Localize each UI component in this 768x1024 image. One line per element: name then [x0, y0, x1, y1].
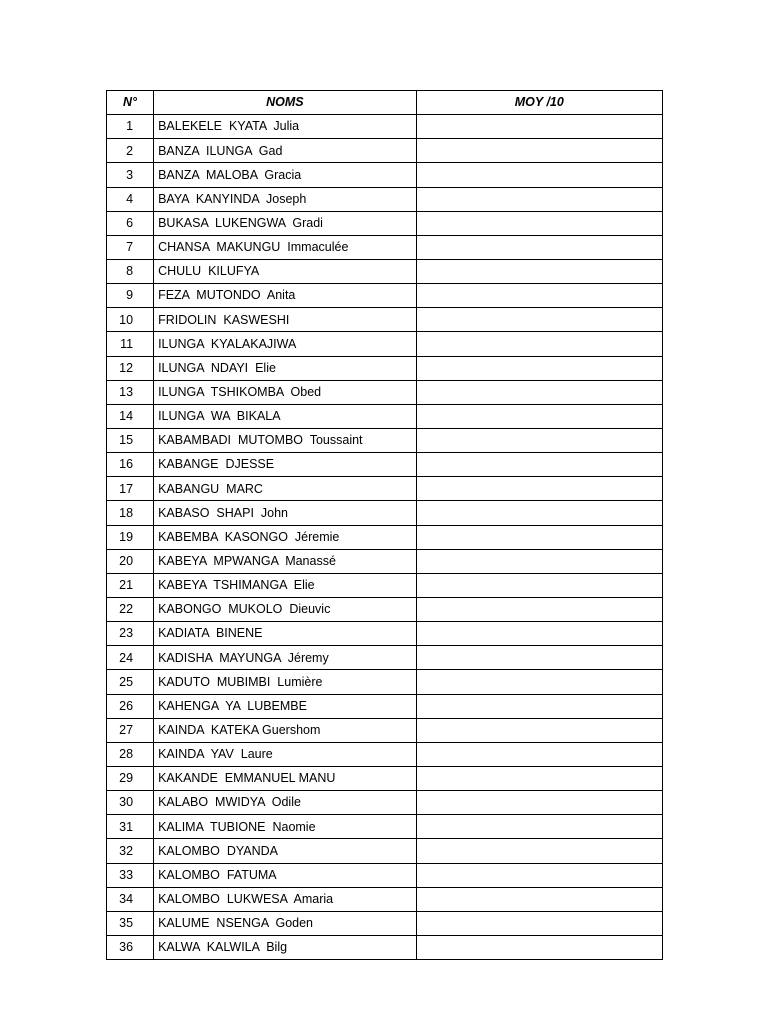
student-name: BAYA KANYINDA Joseph: [154, 187, 416, 211]
student-name: FRIDOLIN KASWESHI: [154, 308, 416, 332]
student-name: ILUNGA TSHIKOMBA Obed: [154, 380, 416, 404]
header-row: [107, 91, 663, 115]
student-grade-table: [106, 90, 663, 960]
student-number: 34: [107, 887, 154, 911]
student-name: CHANSA MAKUNGU Immaculée: [154, 235, 416, 259]
student-name: FEZA MUTONDO Anita: [154, 284, 416, 308]
student-grade-cell[interactable]: [416, 115, 662, 139]
student-name: KALUME NSENGA Goden: [154, 911, 416, 935]
student-number: 18: [107, 501, 154, 525]
table-row: [107, 453, 663, 477]
student-number: 31: [107, 815, 154, 839]
student-grade-cell[interactable]: [416, 525, 662, 549]
table-row: [107, 646, 663, 670]
table-row: [107, 308, 663, 332]
table-row: [107, 163, 663, 187]
student-grade-cell[interactable]: [416, 887, 662, 911]
table-row: [107, 284, 663, 308]
student-name: KABONGO MUKOLO Dieuvic: [154, 597, 416, 621]
student-number: 3: [107, 163, 154, 187]
table-row: [107, 718, 663, 742]
student-grade-cell[interactable]: [416, 428, 662, 452]
student-number: 23: [107, 622, 154, 646]
student-grade-cell[interactable]: [416, 670, 662, 694]
student-grade-cell[interactable]: [416, 284, 662, 308]
table-row: [107, 766, 663, 790]
student-grade-cell[interactable]: [416, 211, 662, 235]
student-grade-cell[interactable]: [416, 694, 662, 718]
student-grade-cell[interactable]: [416, 259, 662, 283]
student-number: 24: [107, 646, 154, 670]
table-row: [107, 187, 663, 211]
table-row: [107, 115, 663, 139]
table-row: [107, 380, 663, 404]
student-grade-cell[interactable]: [416, 453, 662, 477]
student-grade-cell[interactable]: [416, 501, 662, 525]
table-row: [107, 815, 663, 839]
student-number: 33: [107, 863, 154, 887]
student-number: 8: [107, 259, 154, 283]
student-name: KADISHA MAYUNGA Jéremy: [154, 646, 416, 670]
table-row: [107, 863, 663, 887]
student-grade-cell[interactable]: [416, 308, 662, 332]
student-name: KALWA KALWILA Bilg: [154, 935, 416, 959]
table-row: [107, 235, 663, 259]
student-name: KABANGE DJESSE: [154, 453, 416, 477]
table-row: [107, 887, 663, 911]
table-row: [107, 404, 663, 428]
student-name: KABAMBADI MUTOMBO Toussaint: [154, 428, 416, 452]
student-name: KABEYA MPWANGA Manassé: [154, 549, 416, 573]
student-name: ILUNGA NDAYI Elie: [154, 356, 416, 380]
student-grade-cell[interactable]: [416, 622, 662, 646]
student-number: 25: [107, 670, 154, 694]
student-name: ILUNGA KYALAKAJIWA: [154, 332, 416, 356]
table-row: [107, 694, 663, 718]
table-row: [107, 356, 663, 380]
student-grade-cell[interactable]: [416, 235, 662, 259]
student-number: 7: [107, 235, 154, 259]
table-row: [107, 501, 663, 525]
student-grade-cell[interactable]: [416, 139, 662, 163]
table-row: [107, 791, 663, 815]
student-name: KABASO SHAPI John: [154, 501, 416, 525]
table-header: [107, 91, 663, 115]
student-grade-cell[interactable]: [416, 839, 662, 863]
student-grade-cell[interactable]: [416, 404, 662, 428]
student-grade-cell[interactable]: [416, 766, 662, 790]
student-name: KALIMA TUBIONE Naomie: [154, 815, 416, 839]
student-number: 16: [107, 453, 154, 477]
student-grade-cell[interactable]: [416, 356, 662, 380]
table-row: [107, 622, 663, 646]
student-name: ILUNGA WA BIKALA: [154, 404, 416, 428]
student-number: 4: [107, 187, 154, 211]
student-number: 15: [107, 428, 154, 452]
student-number: 6: [107, 211, 154, 235]
student-name: KALOMBO LUKWESA Amaria: [154, 887, 416, 911]
student-number: 10: [107, 308, 154, 332]
table-row: [107, 428, 663, 452]
table-row: [107, 259, 663, 283]
table-row: [107, 477, 663, 501]
student-name: KAHENGA YA LUBEMBE: [154, 694, 416, 718]
table-row: [107, 911, 663, 935]
student-number: 12: [107, 356, 154, 380]
table-row: [107, 211, 663, 235]
student-name: KADIATA BINENE: [154, 622, 416, 646]
student-name: KADUTO MUBIMBI Lumière: [154, 670, 416, 694]
table-row: [107, 670, 663, 694]
student-name: BALEKELE KYATA Julia: [154, 115, 416, 139]
student-number: 29: [107, 766, 154, 790]
table-body: [107, 115, 663, 960]
student-grade-cell[interactable]: [416, 646, 662, 670]
table-row: [107, 597, 663, 621]
student-grade-cell[interactable]: [416, 791, 662, 815]
student-name: BANZA ILUNGA Gad: [154, 139, 416, 163]
student-name: KALOMBO DYANDA: [154, 839, 416, 863]
student-number: 27: [107, 718, 154, 742]
table-row: [107, 549, 663, 573]
student-name: BANZA MALOBA Gracia: [154, 163, 416, 187]
header-name: NOMS: [154, 91, 416, 115]
student-name: KABANGU MARC: [154, 477, 416, 501]
table-row: [107, 525, 663, 549]
student-grade-cell[interactable]: [416, 597, 662, 621]
student-grade-cell[interactable]: [416, 187, 662, 211]
table-row: [107, 839, 663, 863]
student-grade-cell[interactable]: [416, 742, 662, 766]
student-number: 14: [107, 404, 154, 428]
student-grade-cell[interactable]: [416, 573, 662, 597]
student-grade-cell[interactable]: [416, 163, 662, 187]
student-name: KABEYA TSHIMANGA Elie: [154, 573, 416, 597]
student-name: CHULU KILUFYA: [154, 259, 416, 283]
student-number: 9: [107, 284, 154, 308]
student-grade-cell[interactable]: [416, 935, 662, 959]
table-row: [107, 332, 663, 356]
table-row: [107, 742, 663, 766]
student-grade-cell[interactable]: [416, 863, 662, 887]
student-number: 28: [107, 742, 154, 766]
student-number: 32: [107, 839, 154, 863]
student-name: KAKANDE EMMANUEL MANU: [154, 766, 416, 790]
header-number: N°: [107, 91, 154, 115]
student-name: KAINDA KATEKA Guershom: [154, 718, 416, 742]
student-grade-cell[interactable]: [416, 718, 662, 742]
student-number: 17: [107, 477, 154, 501]
student-grade-cell[interactable]: [416, 815, 662, 839]
student-grade-cell[interactable]: [416, 549, 662, 573]
header-grade: MOY /10: [416, 91, 662, 115]
table-row: [107, 139, 663, 163]
student-name: BUKASA LUKENGWA Gradi: [154, 211, 416, 235]
student-number: 21: [107, 573, 154, 597]
student-number: 11: [107, 332, 154, 356]
student-number: 35: [107, 911, 154, 935]
student-name: KABEMBA KASONGO Jéremie: [154, 525, 416, 549]
student-grade-cell[interactable]: [416, 380, 662, 404]
table-row: [107, 935, 663, 959]
student-number: 1: [107, 115, 154, 139]
student-number: 30: [107, 791, 154, 815]
student-number: 36: [107, 935, 154, 959]
table-row: [107, 573, 663, 597]
student-grade-cell[interactable]: [416, 332, 662, 356]
student-grade-cell[interactable]: [416, 477, 662, 501]
student-grade-cell[interactable]: [416, 911, 662, 935]
student-number: 26: [107, 694, 154, 718]
student-name: KALABO MWIDYA Odile: [154, 791, 416, 815]
student-number: 22: [107, 597, 154, 621]
student-number: 20: [107, 549, 154, 573]
student-number: 19: [107, 525, 154, 549]
student-name: KAINDA YAV Laure: [154, 742, 416, 766]
student-number: 2: [107, 139, 154, 163]
student-number: 13: [107, 380, 154, 404]
student-name: KALOMBO FATUMA: [154, 863, 416, 887]
